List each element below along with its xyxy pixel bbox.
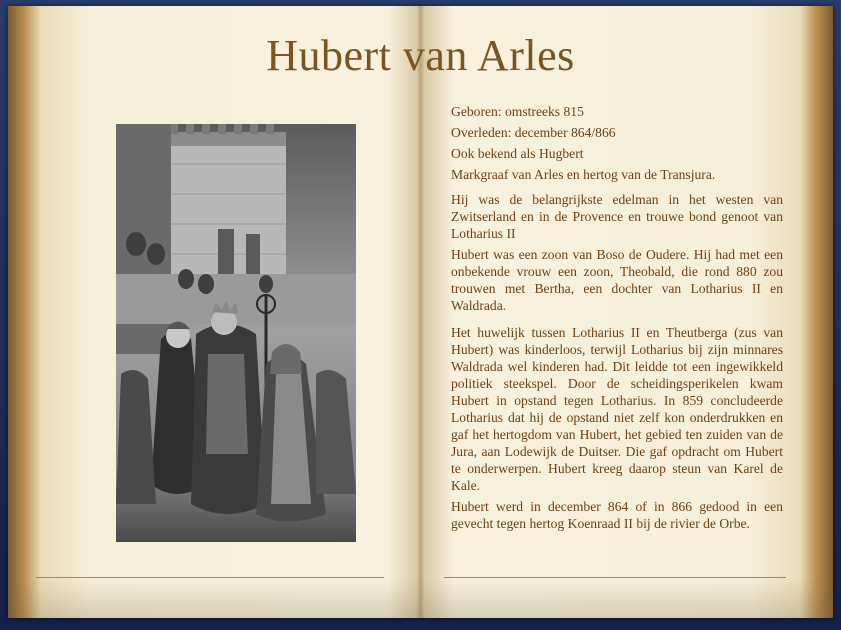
birth-line: Geboren: omstreeks 815: [451, 104, 584, 119]
left-page-divider: [36, 577, 384, 578]
paragraph: Hubert werd in december 864 of in 866 gedood in een gevecht tegen hertog Koenraad II bij de rivier de Orbe.: [451, 499, 783, 531]
engraving-image: [116, 124, 356, 542]
meta-block: [451, 103, 783, 183]
title-line: Markgraaf van Arles en hertog van de Transjura.: [451, 167, 716, 182]
biography-text: [451, 103, 783, 536]
alias-line: Ook bekend als Hugbert: [451, 146, 584, 161]
paragraph: Hubert was een zoon van Boso de Oudere. Hij had met een onbekende vrouw een zoon, Theobald, die rond 880 zou trouwen met Bertha, een dochter van Lotharius II en Waldrada.: [451, 247, 783, 313]
right-page-divider: [444, 577, 786, 578]
paragraph: Hij was de belangrijkste edelman in het westen van Zwitserland en in de Provence en trouwe bond genoot van Lotharius II: [451, 192, 783, 241]
paragraph: Het huwelijk tussen Lotharius II en Theutberga (zus van Hubert) was kinderloos, terwijl Lotharius bij zijn minnares Waldrada wel kinderen had. Dit leidde tot een ingewikkeld politiek steekspel. Door de scheidingsperikelen kwam Hubert in opstand tegen Lotharius. In 859 concludeerde Lotharius dat hij de opstand niet zelf kon onderdrukken en gaf het hertogdom van Hubert, het gebied ten zuiden van de Jura, aan Lodewijk de Duitser. Die gaf opdracht om Hubert te onderwerpen. Hubert kreeg daarop steun van Karel de Kale.: [451, 325, 783, 493]
historical-illustration: [116, 124, 356, 542]
page-edge-shadow: [8, 578, 833, 618]
death-line: Overleden: december 864/866: [451, 125, 616, 140]
page-title: Hubert van Arles: [266, 31, 575, 80]
